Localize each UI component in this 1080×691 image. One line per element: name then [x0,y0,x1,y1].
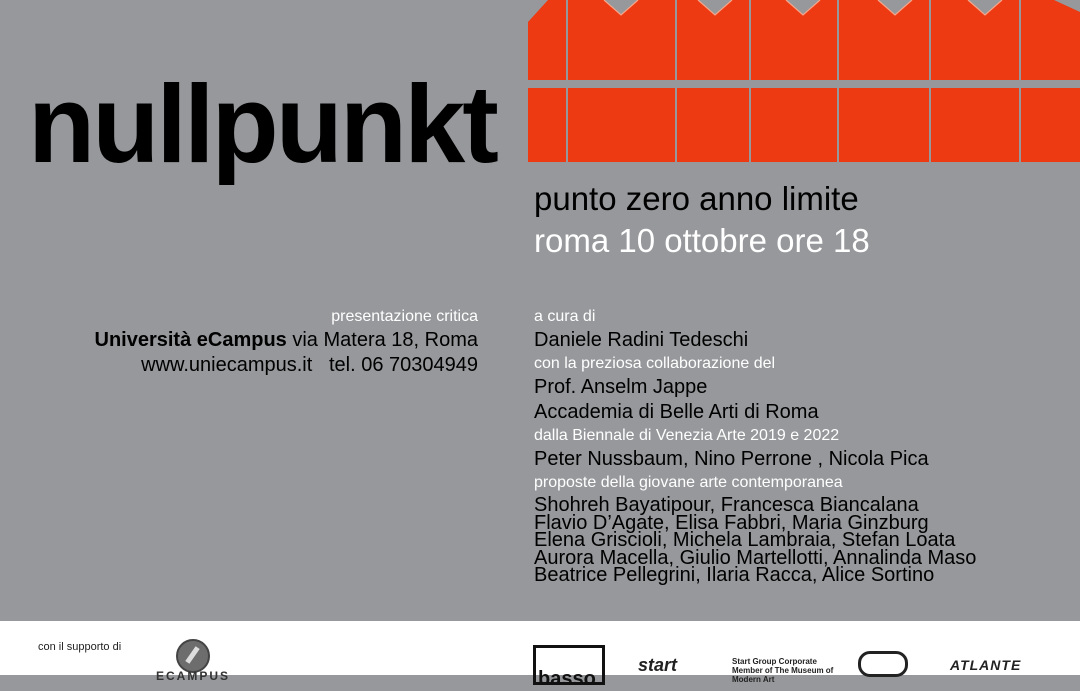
venue-line [95,328,479,353]
artist-line: Shohreh Bayatipour, Francesca Biancalana [534,494,919,516]
artist-line: Flavio D’Agate, Elisa Fabbri, Maria Ginzburg [534,511,929,534]
credits-block [534,306,976,585]
support-label: con il supporto di [38,641,122,653]
artist-line: Beatrice Pellegrini, Ilaria Racca, Alice Sortino [534,564,935,586]
young-art-label: proposte della giovane arte contemporanea [534,474,843,491]
artist-line: Aurora Macella, Giulio Martellotti, Annalinda Maso [534,546,977,569]
artist-line: Elena Griscioli, Michela Lambraia, Stefan Loata [534,529,956,551]
biennale-label: dalla Biennale di Venezia Arte 2019 e 2022 [534,427,840,444]
collaborator: Accademia di Belle Arti di Roma [534,401,819,423]
red-tile-grid [528,0,1080,162]
biennale-artists: Peter Nussbaum, Nino Perrone , Nicola Pica [534,448,929,470]
start-logo: start [638,655,678,675]
exhibition-title: nullpunkt [28,63,496,186]
basso-logo [533,645,605,690]
young-artists-list [534,494,977,586]
atlante-logo: ATLANTE [950,657,1022,673]
start-group-logo: Start Group Corporate Member of The Museum of Modern Art [732,657,834,684]
curator-label: a cura di [534,308,596,325]
exhibition-subtitle: punto zero anno limite [534,180,859,217]
venue-name: Università eCampus [94,329,287,351]
radio-logo-icon [858,651,908,677]
exhibition-date: roma 10 ottobre ore 18 [534,222,870,259]
sponsor-footer [0,621,1080,690]
venue-block [95,306,479,378]
venue-address: via Matera 18, Roma [286,329,478,351]
contact-line: www.uniecampus.it tel. 06 70304949 [141,354,478,376]
ecampus-logo-icon [176,639,210,673]
presentation-label: presentazione critica [331,308,478,325]
basso-logo-text: basso [538,668,596,690]
curator-name: Daniele Radini Tedeschi [534,329,749,351]
ecampus-logo-text: ECAMPUS [156,669,231,683]
collaboration-label: con la preziosa collaborazione del [534,355,776,372]
collaborator: Prof. Anselm Jappe [534,376,708,398]
